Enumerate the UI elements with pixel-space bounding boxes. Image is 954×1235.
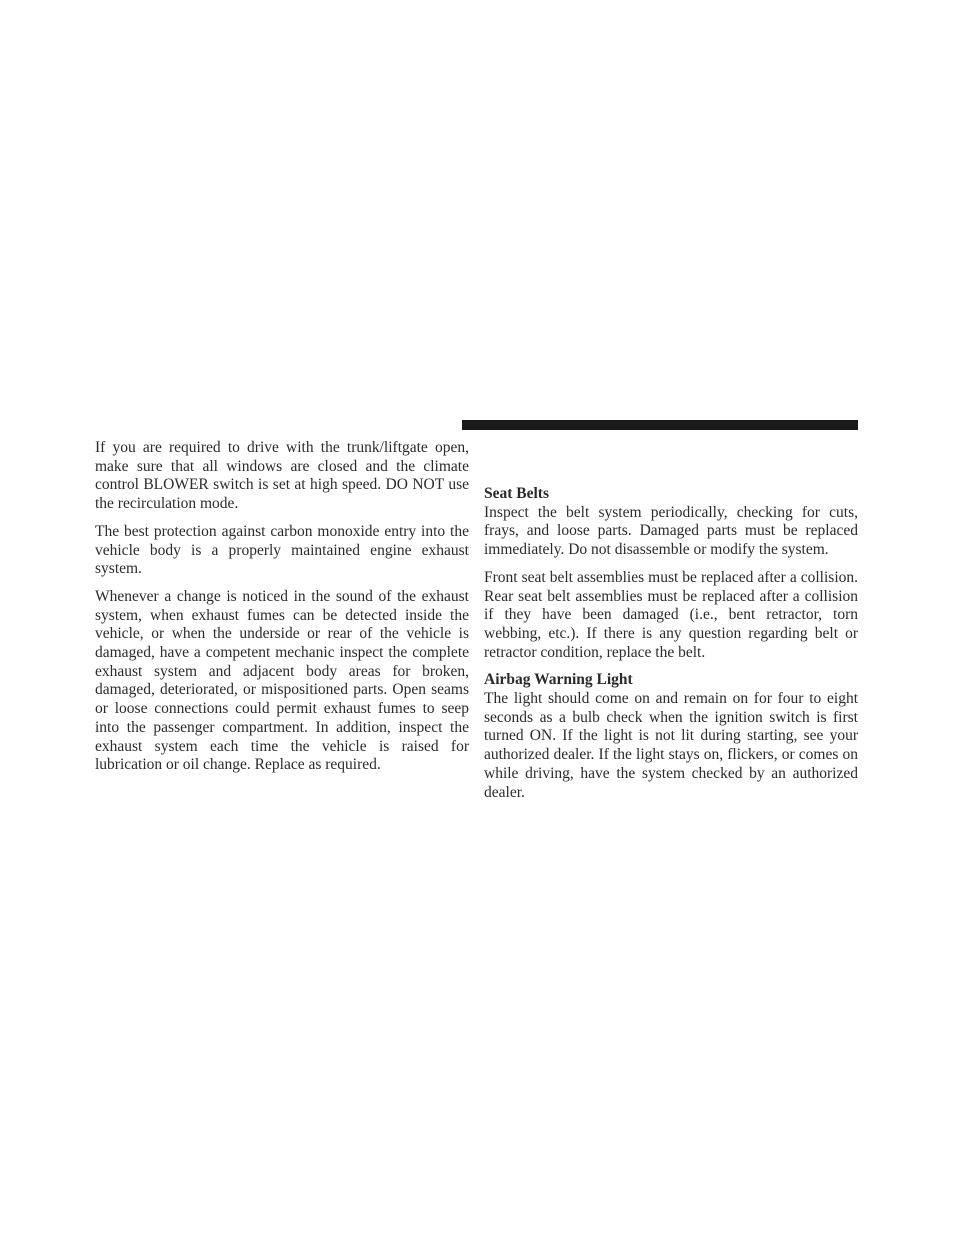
heading-airbag-warning-light: Airbag Warning Light [484,671,633,689]
section-header-bar [462,420,858,430]
paragraph-airbag-light: The light should come on and remain on for four to eight seconds as a bulb check when the ignition switch is first turned ON. If the light is not lit during starting, see your authorized dealer. If the light stays on, flickers, or comes on while driving, have the system checked by an authorized dealer. [484,690,858,801]
paragraph-seat-belt-replace: Front seat belt assemblies must be replaced after a collision. Rear seat belt assemblies must be replaced after a collision if they have been damaged (i.e., bent retractor, torn webbing, etc.). If there is any question regarding belt or retractor condition, replace the belt. [484,568,858,661]
paragraph-trunk-open: If you are required to drive with the trunk/liftgate open, make sure that all windows are closed and the climate control BLOWER switch is set at high speed. DO NOT use the recirculation mode. [95,439,469,513]
paragraph-exhaust-protection: The best protection against carbon monoxide entry into the vehicle body is a properly maintained engine exhaust system. [95,522,469,578]
heading-seat-belts: Seat Belts [484,485,550,502]
paragraph-seat-belt-inspect: Inspect the belt system periodically, checking for cuts, frays, and loose parts. Damaged parts must be replaced immediately. Do not disassemble or modify the system. [484,503,858,559]
left-column [95,439,469,784]
right-column [484,485,858,811]
paragraph-exhaust-inspection: Whenever a change is noticed in the sound of the exhaust system, when exhaust fumes can be detected inside the vehicle, or when the underside or rear of the vehicle is damaged, have a competent mechanic inspect the complete exhaust system and adjacent body areas for broken, damaged, deteriorated, or mispositioned parts. Open seams or loose connections could permit exhaust fumes to seep into the passenger compartment. In addition, inspect the exhaust system each time the vehicle is raised for lubrication or oil change. Replace as required. [95,587,469,774]
